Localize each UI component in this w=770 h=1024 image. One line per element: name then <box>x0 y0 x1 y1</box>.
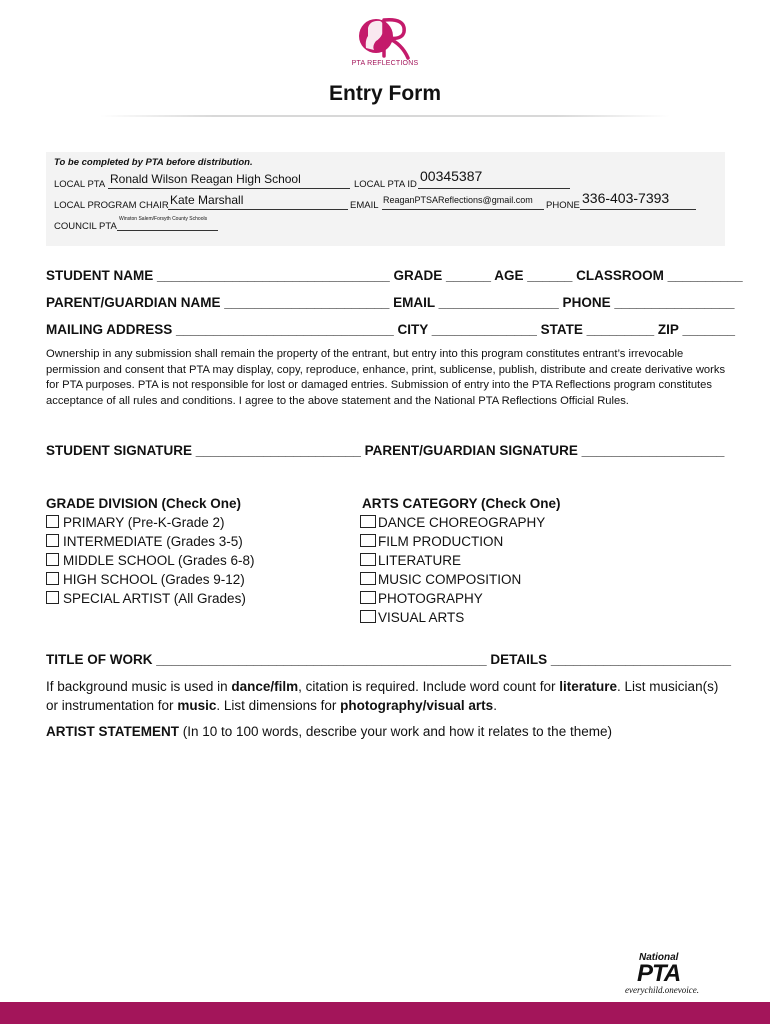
title-divider <box>100 115 670 117</box>
grade-option-special-artist[interactable]: SPECIAL ARTIST (All Grades) <box>46 589 255 608</box>
program-chair-value: Kate Marshall <box>170 193 244 207</box>
pta-email-value: ReaganPTSAReflections@gmail.com <box>383 195 533 205</box>
national-pta-logo: National PTA everychild.onevoice. <box>625 952 699 995</box>
checkbox-icon[interactable] <box>46 534 59 547</box>
grade-option-high-school[interactable]: HIGH SCHOOL (Grades 9-12) <box>46 570 255 589</box>
pta-instruction: To be completed by PTA before distribution. <box>54 157 253 168</box>
council-pta-label: COUNCIL PTA <box>54 221 117 232</box>
address-info-row[interactable]: MAILING ADDRESS _____________________________ CITY ______________ STATE _________ ZIP _______ <box>46 322 735 337</box>
artist-statement[interactable]: ARTIST STATEMENT (In 10 to 100 words, describe your work and how it relates to the theme) <box>46 724 612 739</box>
local-pta-label: LOCAL PTA <box>54 179 106 190</box>
local-pta-field[interactable] <box>108 172 350 189</box>
signature-row[interactable]: STUDENT SIGNATURE ______________________ PARENT/GUARDIAN SIGNATURE ___________________ <box>46 443 725 458</box>
grade-option-intermediate[interactable]: INTERMEDIATE (Grades 3-5) <box>46 532 255 551</box>
arts-option-dance[interactable]: DANCE CHOREOGRAPHY <box>360 513 545 532</box>
checkbox-icon[interactable] <box>46 591 59 604</box>
local-pta-id-field[interactable] <box>418 168 570 189</box>
phone-label: PHONE <box>546 200 580 211</box>
checkbox-icon[interactable] <box>360 534 376 547</box>
checkbox-icon[interactable] <box>360 572 376 585</box>
logo-caption: PTA REFLECTIONS <box>351 60 419 67</box>
local-pta-id-label: LOCAL PTA ID <box>354 179 417 190</box>
checkbox-icon[interactable] <box>46 515 59 528</box>
checkbox-icon[interactable] <box>360 610 376 623</box>
grade-division-options <box>46 513 255 608</box>
checkbox-icon[interactable] <box>46 553 59 566</box>
parent-info-row[interactable]: PARENT/GUARDIAN NAME ______________________ EMAIL ________________ PHONE ________________ <box>46 295 735 310</box>
email-label: EMAIL <box>350 200 379 211</box>
pta-phone-value: 336-403-7393 <box>582 190 670 206</box>
checkbox-icon[interactable] <box>360 515 376 528</box>
arts-category-heading: ARTS CATEGORY (Check One) <box>362 496 561 511</box>
program-chair-field[interactable] <box>168 193 348 210</box>
arts-option-film[interactable]: FILM PRODUCTION <box>360 532 545 551</box>
arts-option-visual-arts[interactable]: VISUAL ARTS <box>360 608 545 627</box>
grade-option-middle-school[interactable]: MIDDLE SCHOOL (Grades 6-8) <box>46 551 255 570</box>
local-pta-value: Ronald Wilson Reagan High School <box>110 172 301 186</box>
title-of-work-row[interactable]: TITLE OF WORK ____________________________________________ DETAILS ________________________ <box>46 652 732 667</box>
local-pta-id-value: 00345387 <box>420 168 483 184</box>
pta-phone-field[interactable] <box>580 190 696 210</box>
arts-category-options <box>360 513 545 627</box>
council-pta-field[interactable] <box>117 215 218 231</box>
consent-statement: Ownership in any submission shall remain the property of the entrant, but entry into this program constitutes entrant’s irrevocable permission and consent that PTA may display, copy, reproduce, enhance, print, sublicense, publish, distribute and create derivative works for PTA purposes. PTA is not responsible for lost or damaged entries. Submission of entry into the PTA Reflections program constitutes acceptance of all rules and conditions. I agree to the above statement and the National PTA Reflections Official Rules. <box>46 348 726 407</box>
council-pta-value: Winston Salem/Forsyth County Schools <box>119 216 208 222</box>
grade-division-heading: GRADE DIVISION (Check One) <box>46 496 242 511</box>
student-info-row[interactable]: STUDENT NAME _______________________________ GRADE ______ AGE ______ CLASSROOM __________ <box>46 268 743 283</box>
arts-option-photography[interactable]: PHOTOGRAPHY <box>360 589 545 608</box>
checkbox-icon[interactable] <box>360 553 376 566</box>
checkbox-icon[interactable] <box>46 572 59 585</box>
program-chair-label: LOCAL PROGRAM CHAIR <box>54 200 169 211</box>
page-title: Entry Form <box>328 82 441 105</box>
arts-option-music[interactable]: MUSIC COMPOSITION <box>360 570 545 589</box>
footer-bar <box>0 1002 770 1024</box>
checkbox-icon[interactable] <box>360 591 376 604</box>
grade-option-primary[interactable]: PRIMARY (Pre-K-Grade 2) <box>46 513 255 532</box>
citation-note: If background music is used in dance/film, citation is required. Include word count for literature. List musician(s) or instrumentation for music. List dimensions for photography/visual arts. <box>46 679 719 713</box>
arts-option-literature[interactable]: LITERATURE <box>360 551 545 570</box>
pta-email-field[interactable] <box>382 195 544 210</box>
